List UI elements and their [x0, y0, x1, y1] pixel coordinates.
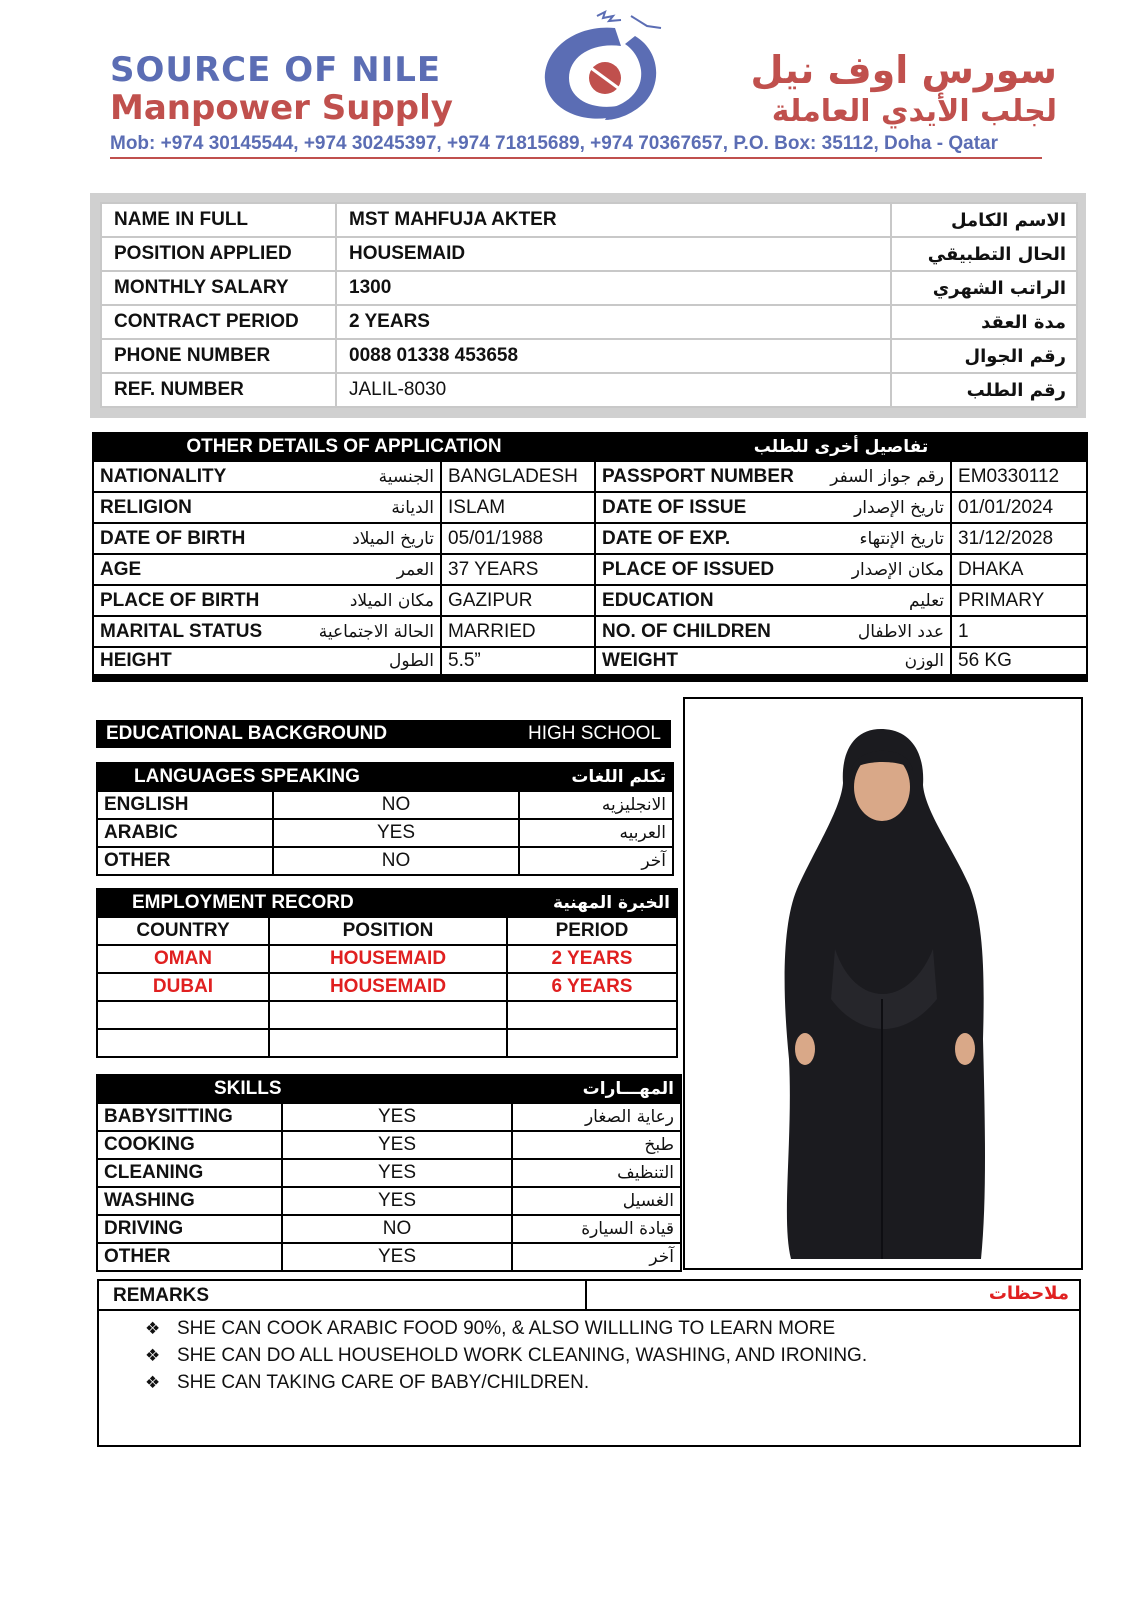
employment-empty-cell — [269, 1029, 507, 1057]
languages-title: LANGUAGES SPEAKING — [97, 763, 519, 791]
educational-background-value: HIGH SCHOOL — [527, 723, 661, 744]
detail-label: PASSPORT NUMBER — [595, 461, 799, 492]
other-details-row — [93, 647, 1087, 678]
employment-title: EMPLOYMENT RECORD — [97, 889, 507, 917]
skills-table — [96, 1074, 682, 1272]
detail-label: RELIGION — [93, 492, 279, 523]
skill-row — [97, 1187, 681, 1215]
other-details-row — [93, 554, 1087, 585]
personal-row — [101, 373, 1077, 407]
company-name-en-line2: Manpower Supply — [110, 88, 453, 128]
detail-label-ar: تاريخ الإصدار — [799, 492, 951, 523]
personal-row — [101, 203, 1077, 237]
employment-col-country: COUNTRY — [97, 917, 269, 945]
language-row — [97, 847, 673, 875]
other-details-title: OTHER DETAILS OF APPLICATION — [93, 433, 595, 461]
company-name-en-line1: SOURCE OF NILE — [110, 50, 442, 90]
employment-period: 2 YEARS — [507, 945, 677, 973]
employment-title-ar: الخبرة المهنية — [507, 889, 677, 917]
other-details-row — [93, 523, 1087, 554]
detail-label: AGE — [93, 554, 279, 585]
applicant-figure-icon — [685, 699, 1081, 1268]
personal-label: MONTHLY SALARY — [101, 271, 336, 305]
company-logo-icon — [535, 10, 675, 128]
language-label: ENGLISH — [97, 791, 273, 819]
personal-info-table — [100, 202, 1078, 408]
detail-label: DATE OF ISSUE — [595, 492, 799, 523]
other-details-row — [93, 616, 1087, 647]
detail-label: WEIGHT — [595, 647, 799, 678]
bullet-diamond-icon: ❖ — [145, 1346, 161, 1366]
remark-item — [145, 1315, 1079, 1342]
detail-label: NO. OF CHILDREN — [595, 616, 799, 647]
detail-label: PLACE OF BIRTH — [93, 585, 279, 616]
detail-value: 56 KG — [951, 647, 1087, 678]
employment-empty-cell — [97, 1029, 269, 1057]
detail-value: BANGLADESH — [441, 461, 595, 492]
employment-period: 6 YEARS — [507, 973, 677, 1001]
remark-item — [145, 1342, 1079, 1369]
detail-label-ar: الحالة الاجتماعية — [279, 616, 441, 647]
remark-text: SHE CAN TAKING CARE OF BABY/CHILDREN. — [177, 1372, 590, 1393]
skill-row — [97, 1243, 681, 1271]
employment-row — [97, 973, 677, 1001]
personal-label: CONTRACT PERIOD — [101, 305, 336, 339]
detail-label: MARITAL STATUS — [93, 616, 279, 647]
detail-label-ar: تاريخ الإنتهاء — [799, 523, 951, 554]
language-value: YES — [273, 819, 519, 847]
language-row — [97, 791, 673, 819]
personal-label-ar: الاسم الكامل — [891, 203, 1077, 237]
employment-row — [97, 945, 677, 973]
personal-row — [101, 271, 1077, 305]
detail-label-ar: عدد الاطفال — [799, 616, 951, 647]
company-name-ar-line1: سورس اوف نيل — [750, 48, 1057, 92]
remark-text: SHE CAN COOK ARABIC FOOD 90%, & ALSO WILLLING TO LEARN MORE — [177, 1318, 836, 1339]
detail-value: PRIMARY — [951, 585, 1087, 616]
detail-label-ar: مكان الميلاد — [279, 585, 441, 616]
personal-label: REF. NUMBER — [101, 373, 336, 407]
skill-label: DRIVING — [97, 1215, 282, 1243]
employment-empty-cell — [97, 1001, 269, 1029]
remarks-box — [97, 1279, 1081, 1447]
employment-col-period: PERIOD — [507, 917, 677, 945]
detail-value: 5.5” — [441, 647, 595, 678]
remark-item — [145, 1369, 1079, 1396]
personal-row — [101, 305, 1077, 339]
bullet-diamond-icon: ❖ — [145, 1373, 161, 1393]
detail-value: 1 — [951, 616, 1087, 647]
detail-value: MARRIED — [441, 616, 595, 647]
detail-label-ar: الجنسية — [279, 461, 441, 492]
detail-value: 37 YEARS — [441, 554, 595, 585]
skill-row — [97, 1131, 681, 1159]
employment-position: HOUSEMAID — [269, 973, 507, 1001]
skill-label: OTHER — [97, 1243, 282, 1271]
skill-value: YES — [282, 1131, 512, 1159]
detail-label-ar: الديانة — [279, 492, 441, 523]
company-name-ar-line2: لجلب الأيدي العاملة — [771, 94, 1057, 129]
skill-label: BABYSITTING — [97, 1103, 282, 1131]
other-details-row — [93, 492, 1087, 523]
detail-label-ar: مكان الإصدار — [799, 554, 951, 585]
language-value: NO — [273, 791, 519, 819]
skill-value: YES — [282, 1159, 512, 1187]
skill-value: YES — [282, 1243, 512, 1271]
detail-value: GAZIPUR — [441, 585, 595, 616]
skill-row — [97, 1103, 681, 1131]
employment-empty-cell — [507, 1029, 677, 1057]
detail-label-ar: رقم جواز السفر — [799, 461, 951, 492]
detail-value: 05/01/1988 — [441, 523, 595, 554]
employment-row-empty — [97, 1029, 677, 1057]
personal-value: JALIL-8030 — [336, 373, 891, 407]
remarks-title-ar: ملاحظات — [988, 1283, 1069, 1304]
detail-label-ar: العمر — [279, 554, 441, 585]
language-label-ar: آخر — [519, 847, 673, 875]
other-details-row — [93, 461, 1087, 492]
skill-label-ar: الغسيل — [512, 1187, 681, 1215]
other-details-table — [92, 432, 1088, 682]
detail-label: EDUCATION — [595, 585, 799, 616]
personal-value: 2 YEARS — [336, 305, 891, 339]
employment-country: OMAN — [97, 945, 269, 973]
personal-label-ar: رقم الطلب — [891, 373, 1077, 407]
bullet-diamond-icon: ❖ — [145, 1319, 161, 1339]
detail-label-ar: تاريخ الميلاد — [279, 523, 441, 554]
personal-label: PHONE NUMBER — [101, 339, 336, 373]
languages-title-ar: تكلم اللغات — [519, 763, 673, 791]
personal-label: POSITION APPLIED — [101, 237, 336, 271]
skill-row — [97, 1215, 681, 1243]
detail-label-ar: الوزن — [799, 647, 951, 678]
skill-label: COOKING — [97, 1131, 282, 1159]
employment-col-position: POSITION — [269, 917, 507, 945]
remarks-list — [99, 1311, 1079, 1396]
employment-empty-cell — [507, 1001, 677, 1029]
employment-empty-cell — [269, 1001, 507, 1029]
detail-label: HEIGHT — [93, 647, 279, 678]
detail-label-ar: الطول — [279, 647, 441, 678]
personal-label-ar: الراتب الشهري — [891, 271, 1077, 305]
remarks-title: REMARKS — [99, 1281, 587, 1309]
skill-label: WASHING — [97, 1187, 282, 1215]
personal-info-box — [90, 193, 1086, 418]
employment-row-empty — [97, 1001, 677, 1029]
employment-position: HOUSEMAID — [269, 945, 507, 973]
skill-label-ar: آخر — [512, 1243, 681, 1271]
company-contact: Mob: +974 30145544, +974 30245397, +974 71815689, +974 70367657, P.O. Box: 35112, Doha - Qatar — [110, 133, 1042, 159]
detail-value: 01/01/2024 — [951, 492, 1087, 523]
other-details-title-ar: تفاصيل أخرى للطلب — [595, 433, 1087, 461]
skill-label-ar: طبخ — [512, 1131, 681, 1159]
skill-label-ar: قيادة السيارة — [512, 1215, 681, 1243]
language-label-ar: العربيه — [519, 819, 673, 847]
skill-row — [97, 1159, 681, 1187]
employment-table — [96, 888, 678, 1058]
detail-label: PLACE OF ISSUED — [595, 554, 799, 585]
detail-value: DHAKA — [951, 554, 1087, 585]
applicant-photo — [683, 697, 1083, 1270]
personal-value: HOUSEMAID — [336, 237, 891, 271]
detail-value: 31/12/2028 — [951, 523, 1087, 554]
other-details-row — [93, 585, 1087, 616]
language-label: ARABIC — [97, 819, 273, 847]
personal-label: NAME IN FULL — [101, 203, 336, 237]
detail-value: ISLAM — [441, 492, 595, 523]
skill-value: YES — [282, 1187, 512, 1215]
remark-text: SHE CAN DO ALL HOUSEHOLD WORK CLEANING, WASHING, AND IRONING. — [177, 1345, 868, 1366]
skills-title: SKILLS — [97, 1075, 512, 1103]
personal-value: 1300 — [336, 271, 891, 305]
language-label: OTHER — [97, 847, 273, 875]
detail-label: NATIONALITY — [93, 461, 279, 492]
personal-value: MST MAHFUJA AKTER — [336, 203, 891, 237]
skills-title-ar: المهـــارات — [512, 1075, 681, 1103]
employment-country: DUBAI — [97, 973, 269, 1001]
languages-table — [96, 762, 674, 876]
skill-value: YES — [282, 1103, 512, 1131]
personal-label-ar: رقم الجوال — [891, 339, 1077, 373]
personal-value: 0088 01338 453658 — [336, 339, 891, 373]
language-value: NO — [273, 847, 519, 875]
educational-background-bar — [96, 720, 671, 748]
educational-background-label: EDUCATIONAL BACKGROUND — [106, 723, 388, 744]
skill-value: NO — [282, 1215, 512, 1243]
personal-label-ar: مدة العقد — [891, 305, 1077, 339]
language-label-ar: الانجليزيه — [519, 791, 673, 819]
skill-label: CLEANING — [97, 1159, 282, 1187]
detail-label-ar: تعليم — [799, 585, 951, 616]
personal-row — [101, 339, 1077, 373]
detail-label: DATE OF EXP. — [595, 523, 799, 554]
personal-row — [101, 237, 1077, 271]
language-row — [97, 819, 673, 847]
detail-label: DATE OF BIRTH — [93, 523, 279, 554]
skill-label-ar: التنظيف — [512, 1159, 681, 1187]
personal-label-ar: الحال التطبيقي — [891, 237, 1077, 271]
detail-value: EM0330112 — [951, 461, 1087, 492]
skill-label-ar: رعاية الصغار — [512, 1103, 681, 1131]
